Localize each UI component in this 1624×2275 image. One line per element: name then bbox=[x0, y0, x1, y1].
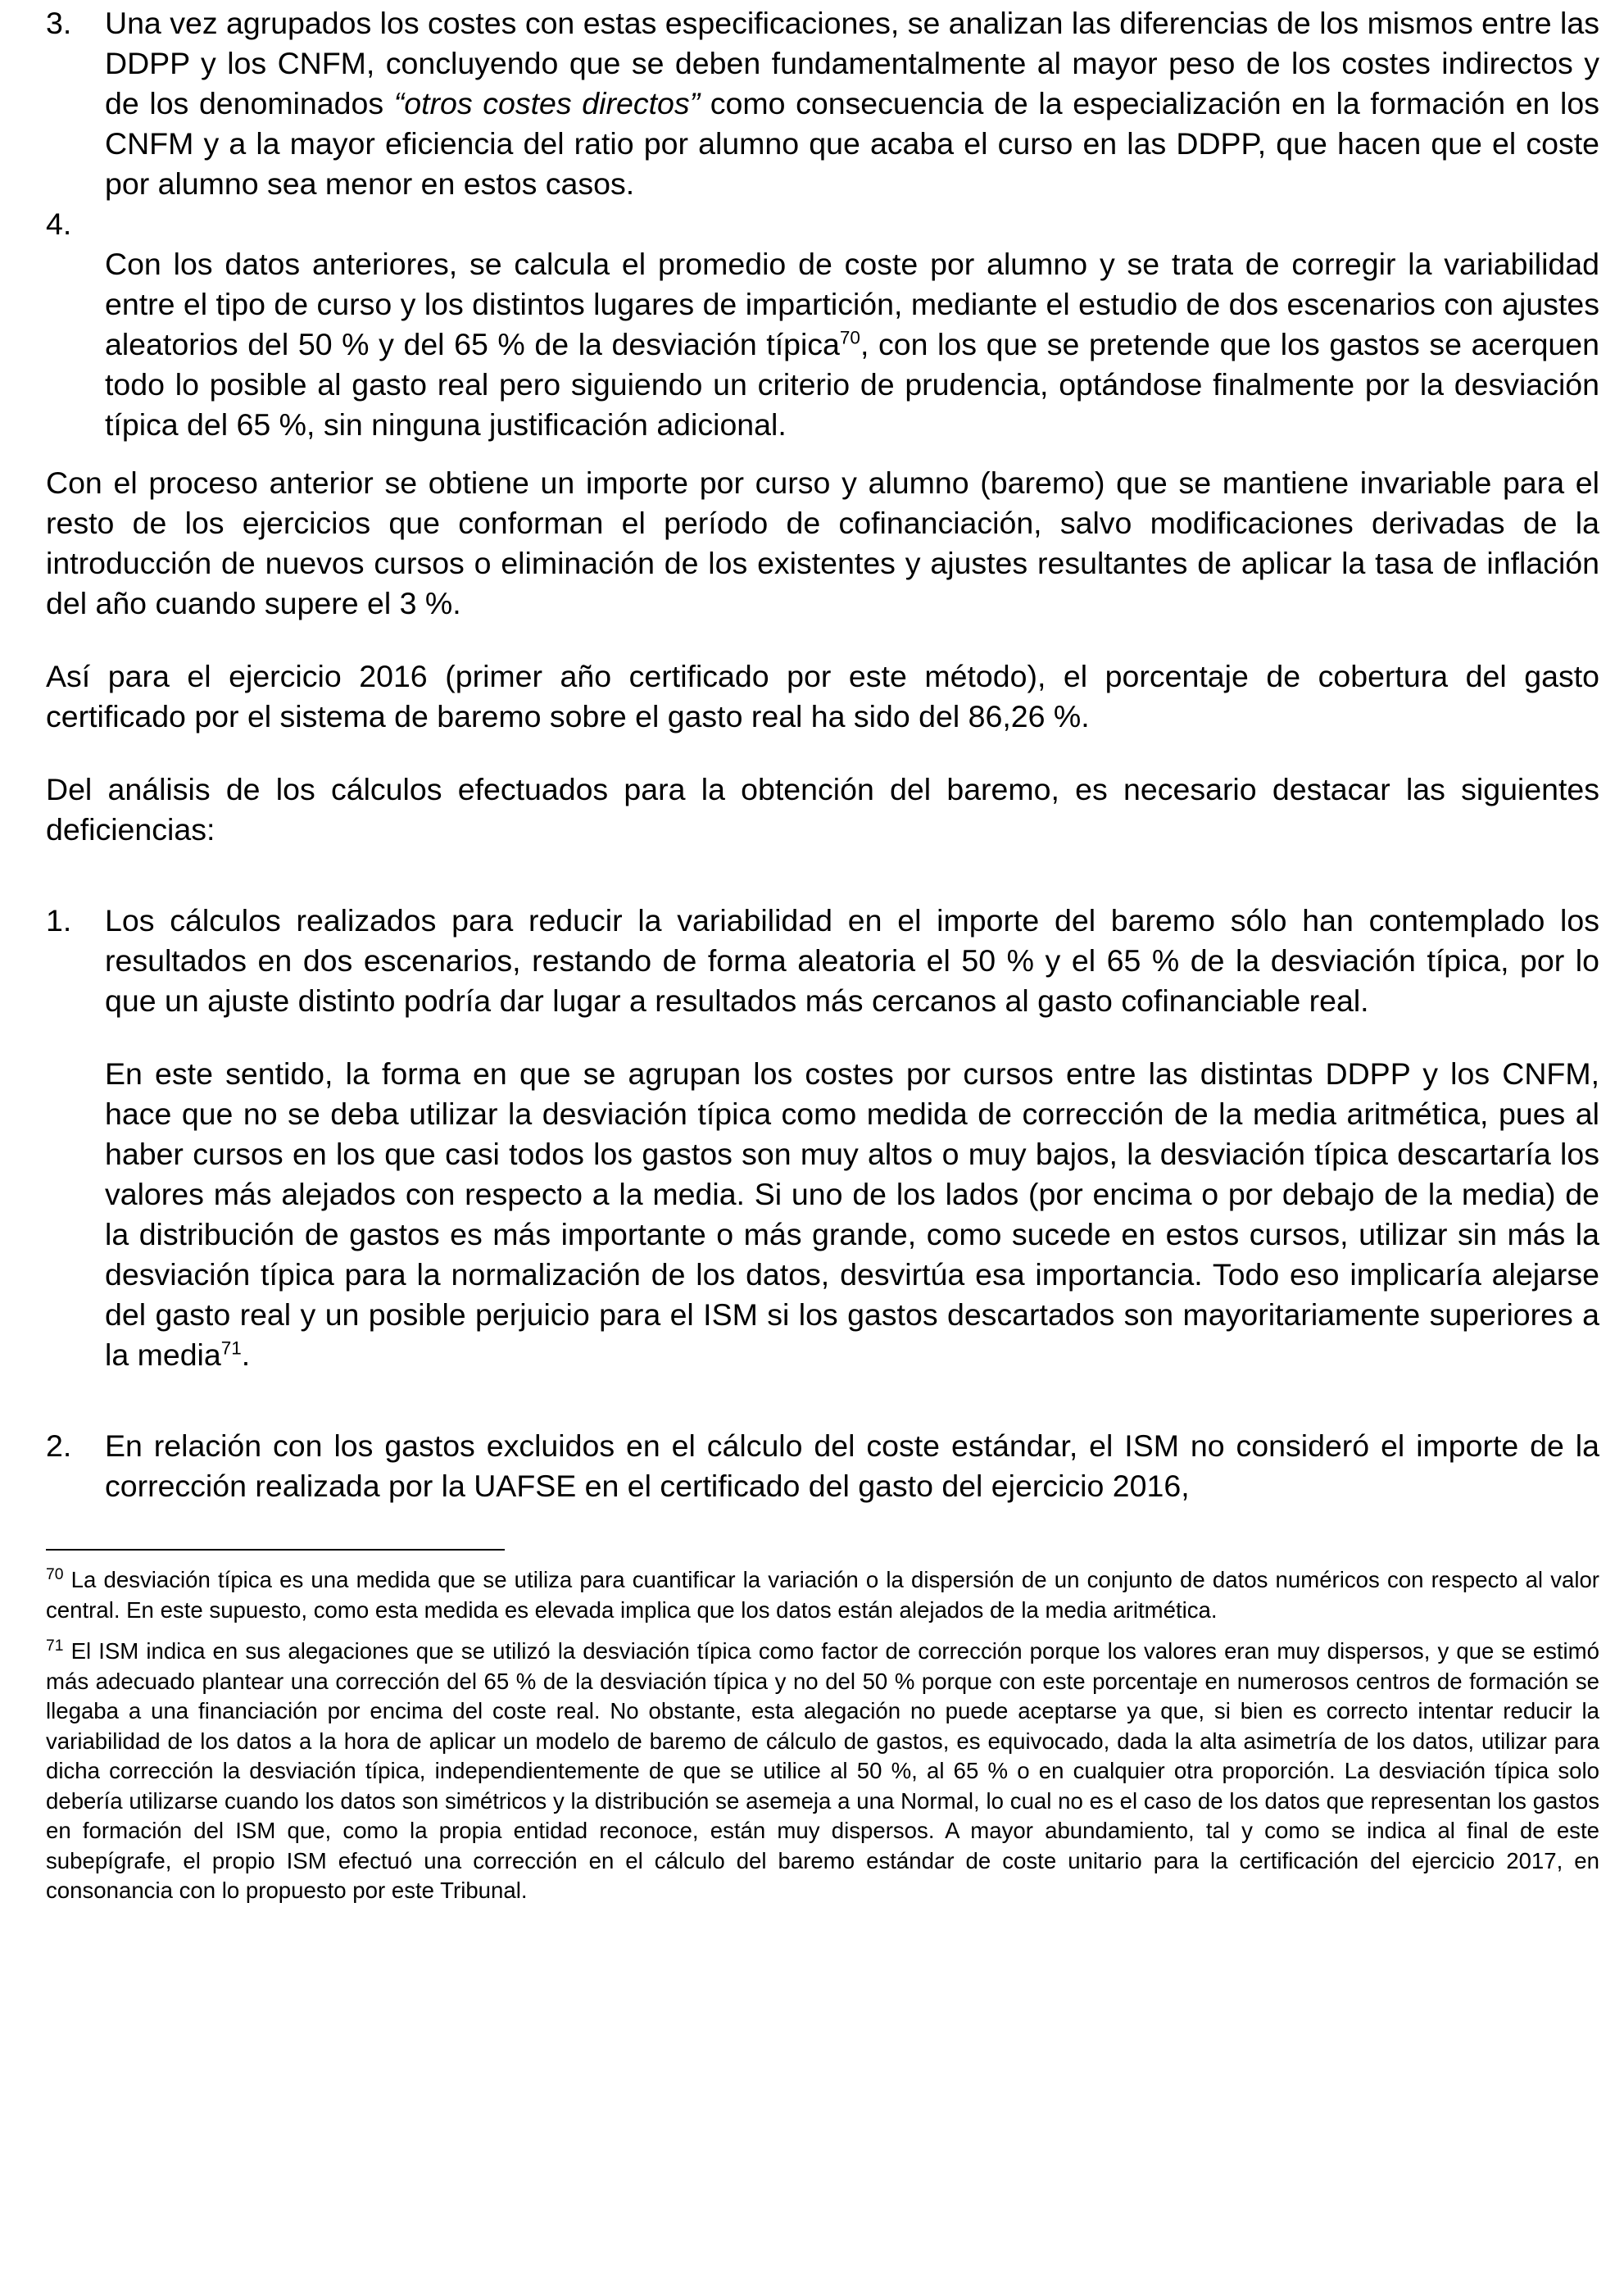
list-number: 2. bbox=[46, 1428, 72, 1463]
footnote-71: $^{71}$ El ISM indica en sus alegaciones que se utilizó la desviación típica como factor de corrección porque los valores eran muy dispersos, y que se estimó más adecuado plantear una corrección del 65 % de la desviación típica y no del 50 % porque con este porcentaje en numerosos centros de formación se llegaba a una financiación por encima del coste real. No obstante, esta alegación no puede aceptarse ya que, si bien es correcto intentar reducir la variabilidad de los datos a la hora de aplicar un modelo de baremo de cálculo de gastos, es equivocado, dada la alta asimetría de los datos, utilizar para dicha corrección la desviación típica, independientemente de que se utilice al 50 %, al 65 % o en cualquier otra proporción. La desviación típica solo debería utilizarse cuando los datos son simétricos y la distribución se asemeja a una Normal, lo cual no es el caso de los datos que representan los gastos en formación del ISM que, como la propia entidad reconoce, están muy dispersos. A mayor abundamiento, tal y como se indica al final de este subepígrafe, el propio ISM efectuó una corrección en el cálculo del baremo estándar de coste unitario para la certificación del ejercicio 2017, en consonancia con lo propuesto por este Tribunal. bbox=[46, 1637, 1599, 1903]
deficiency-item-1 bbox=[46, 901, 1599, 1375]
list-item-text: En relación con los gastos excluidos en el cálculo del coste estándar, el ISM no consideró el importe de la corrección realizada por la UAFSE en el certificado del gasto del ejercicio 2016, bbox=[105, 1428, 1599, 1503]
list-number: 1. bbox=[46, 903, 72, 938]
list-number: 4. bbox=[46, 207, 72, 241]
footnote-70: $^{70}$ La desviación típica es una medida que se utiliza para cuantificar la variación o la dispersión de un conjunto de datos numéricos con respecto al valor central. En este supuesto, como esta medida es elevada implica que los datos están alejados de la media aritmética. bbox=[46, 1565, 1599, 1623]
footnote-number: 70 bbox=[46, 1565, 64, 1583]
list-item-text: Una vez agrupados los costes con estas especificaciones, se analizan las diferencias de los mismos entre las DDPP y los CNFM, concluyendo que se deben fundamentalmente al mayor peso de los costes indirectos y de los denominados “otros costes directos” como consecuencia de la especialización en la formación en los CNFM y a la mayor eficiencia del ratio por alumno que acaba el curso en las DDPP, que hacen que el coste por alumno sea menor en estos casos. bbox=[105, 6, 1599, 201]
deficiency-item-2 bbox=[46, 1426, 1599, 1506]
list-item-text: Con los datos anteriores, se calcula el promedio de coste por alumno y se trata de corregir la variabilidad entre el tipo de curso y los distintos lugares de impartición, mediante el estudio de dos escenarios con ajustes aleatorios del 50 % y del 65 % de la desviación típica$^{70}$, con los que se pretende que los gastos se acerquen todo lo posible al gasto real pero siguiendo un criterio de prudencia, optándose finalmente por la desviación típica del 65 %, sin ninguna justificación adicional. bbox=[105, 247, 1599, 442]
footnote-separator bbox=[46, 1549, 505, 1551]
list-item-text: Los cálculos realizados para reducir la variabilidad en el importe del baremo sólo han contemplado los resultados en dos escenarios, restando de forma aleatoria el 50 % y el 65 % de la desviación típica, por lo que un ajuste distinto podría dar lugar a resultados más cercanos al gasto cofinanciable real. bbox=[105, 903, 1599, 1018]
paragraph: Del análisis de los cálculos efectuados para la obtención del baremo, es necesario destacar las siguientes deficiencias: bbox=[46, 772, 1599, 847]
footnote-number: 71 bbox=[46, 1637, 64, 1655]
list-number: 3. bbox=[46, 6, 72, 40]
document-page bbox=[46, 0, 1599, 1906]
list-item-4 bbox=[46, 204, 1599, 445]
paragraph: Con el proceso anterior se obtiene un importe por curso y alumno (baremo) que se mantiene invariable para el resto de los ejercicios que conforman el período de cofinanciación, salvo modificaciones derivadas de la introducción de nuevos cursos o eliminación de los existentes y ajustes resultantes de aplicar la tasa de inflación del año cuando supere el 3 %. bbox=[46, 465, 1599, 620]
paragraph: Así para el ejercicio 2016 (primer año certificado por este método), el porcentaje de cobertura del gasto certificado por el sistema de baremo sobre el gasto real ha sido del 86,26 %. bbox=[46, 659, 1599, 733]
footnote-ref-71: 71 bbox=[220, 1337, 242, 1359]
main-text bbox=[46, 3, 1599, 1506]
list-item-3 bbox=[46, 3, 1599, 204]
list-item-text: En este sentido, la forma en que se agrupan los costes por cursos entre las distintas DDPP y los CNFM, hace que no se deba utilizar la desviación típica como medida de corrección de la media aritmética, pues al haber cursos en los que casi todos los gastos son muy altos o muy bajos, la desviación típica descartaría los valores más alejados con respecto a la media. Si uno de los lados (por encima o por debajo de la media) de la distribución de gastos es más importante o más grande, como sucede en estos cursos, utilizar sin más la desviación típica para la normalización de los datos, desvirtúa esa importancia. Todo eso implicaría alejarse del gasto real y un posible perjuicio para el ISM si los gastos descartados son mayoritariamente superiores a la media$^{71}$. bbox=[105, 1056, 1599, 1372]
quoted-term: “otros costes directos” bbox=[393, 86, 701, 120]
footnote-ref-70: 70 bbox=[839, 327, 860, 348]
